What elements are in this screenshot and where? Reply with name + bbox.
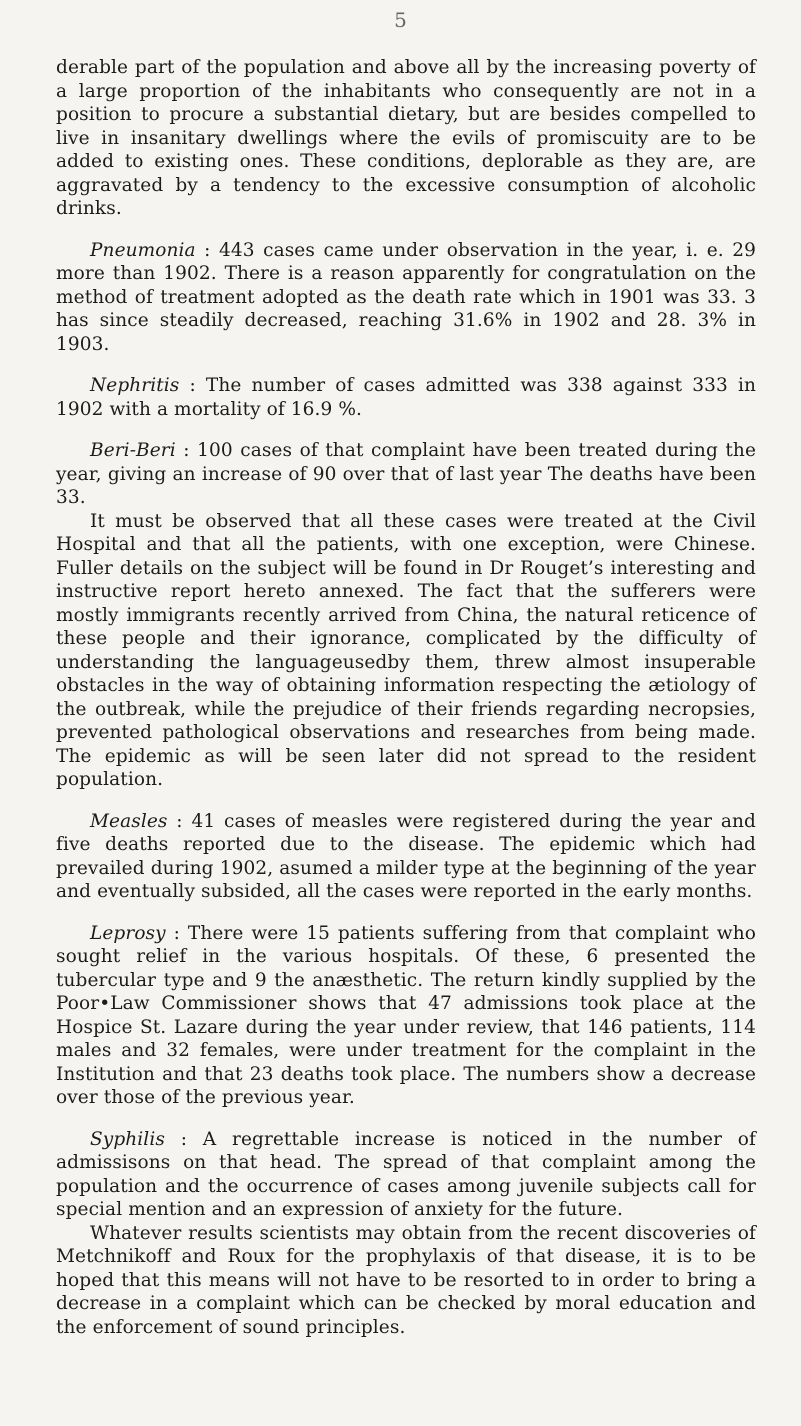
paragraph-heading: Beri-Beri [90, 440, 176, 461]
document-body [56, 56, 756, 1339]
paragraph-text: Whatever results scientists may obtain from the recent discoveries of Metchnikoff and Roux for the prophylaxis of that disease, it is to be hoped that this means will not have to be resorted to in order to bring a decrease in a complaint which can be checked by moral education and the enforcement of sound principles. [56, 1222, 756, 1338]
paragraph-text: : A regrettable increase is noticed in the number of admissisons on that head. The spread of that complaint among the population and the occurrence of cases among juvenile subjects call for special mention and an expression of anxiety for the future. [56, 1128, 756, 1220]
paragraph-syphilis-conclusion [56, 1222, 756, 1340]
paragraph-text: : There were 15 patients suffering from that complaint who sought relief in the various hospitals. Of these, 6 presented the tubercular type and 9 the anæsthetic. The return kindly supplied by the Poor•Law Commissioner shows that 47 admissions took place at the Hospice St. Lazare during the year under review, that 146 patients, 114 males and 32 females, were under treatment for the complaint in the Institution and that 23 deaths took place. The numbers show a decrease over those of the previous year. [56, 922, 756, 1108]
paragraph-pneumonia [56, 239, 756, 357]
paragraph-nephritis [56, 374, 756, 421]
page-number: 5 [394, 8, 407, 32]
paragraph-heading: Leprosy [90, 922, 166, 944]
paragraph-leprosy [56, 922, 756, 1110]
paragraph-beri-beri [56, 439, 756, 510]
paragraph-text: : 100 cases of that complaint have been treated during the year, giving an increase of 90 over that of last year The deaths have been 33. [56, 440, 756, 508]
paragraph-heading: Measles [90, 810, 168, 832]
paragraph-heading: Syphilis [90, 1128, 165, 1150]
paragraph-measles [56, 810, 756, 904]
paragraph-beri-beri-details [56, 510, 756, 792]
paragraph-text: It must be observed that all these cases were treated at the Civil Hospital and that all the patients, with one exception, were Chinese. Fuller details on the subject will be found in Dr Rouget’s interesting and instructive report hereto annexed. The fact that the sufferers were mostly immigrants recently arrived from China, the natural reticence of these people and their ignorance, complicated by the difficulty of understanding the languageusedby them, threw almost insuperable obstacles in the way of obtaining information respecting the ætiology of the outbreak, while the prejudice of their friends regarding necropsies, prevented pathological observations and researches from being made. The epidemic as will be seen later did not spread to the resident population. [56, 510, 756, 790]
paragraph-text: : 41 cases of measles were registered during the year and five deaths reported due to the disease. The epidemic which had prevailed during 1902, asumed a milder type at the beginning of the year and eventually subsided, all the cases were reported in the early months. [56, 810, 756, 902]
paragraph-text: derable part of the population and above all by the increasing poverty of a large proportion of the inhabitants who consequently are not in a position to procure a substantial dietary, but are besides compelled to live in insanitary dwellings where the evils of promiscuity are to be added to existing ones. These conditions, deplorable as they are, are aggravated by a tendency to the excessive consumption of alcoholic drinks. [56, 57, 756, 219]
paragraph-syphilis [56, 1128, 756, 1222]
paragraph-intro-continuation [56, 56, 756, 221]
paragraph-text: : The number of cases admitted was 338 against 333 in 1902 with a mortality of 16.9 %. [56, 375, 756, 420]
paragraph-heading: Nephritis [90, 375, 180, 396]
paragraph-text: : 443 cases came under observation in the year, i. e. 29 more than 1902. There is a reason apparently for congratulation on the method of treatment adopted as the death rate which in 1901 was 33. 3 has since steadily decreased, reaching 31.6% in 1902 and 28. 3% in 1903. [56, 239, 756, 355]
paragraph-heading: Pneumonia [90, 239, 196, 261]
